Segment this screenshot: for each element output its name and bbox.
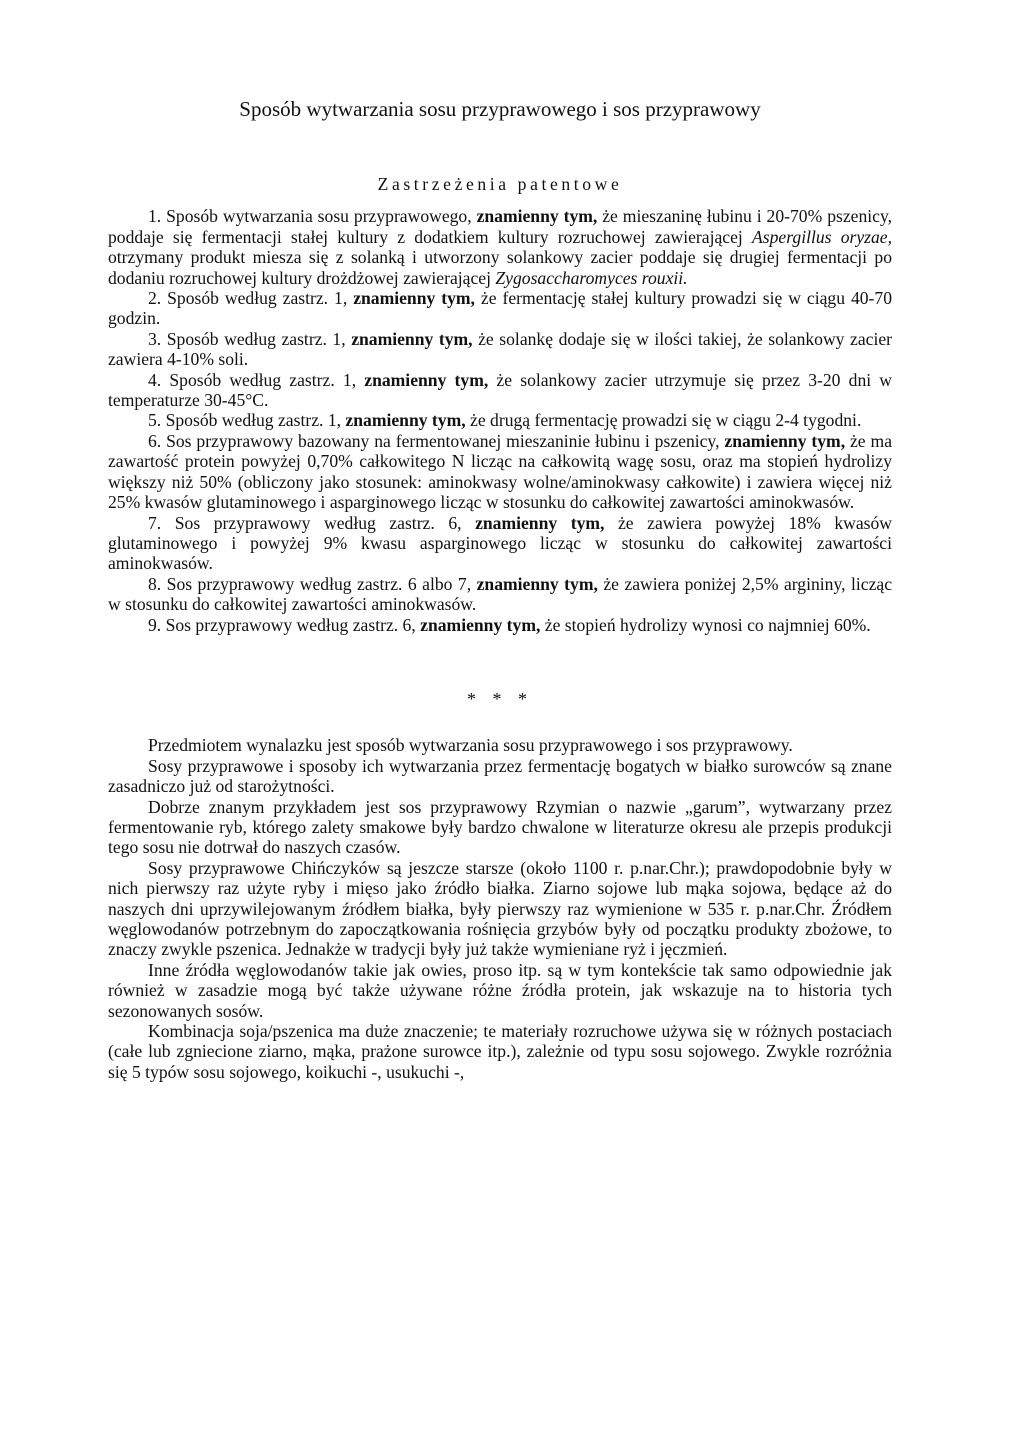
claim-8: 8. Sos przyprawowy według zastrz. 6 albo 7, znamienny tym, że zawiera poniżej 2,5% argininy, licząc w stosunku do całkowitej zawartości aminokwasów.	[108, 573, 893, 615]
claim-9: 9. Sos przyprawowy według zastrz. 6, znamienny tym, że stopień hydrolizy wynosi co najmniej 60%.	[148, 614, 871, 635]
description-paragraph: Sosy przyprawowe Chińczyków są jeszcze starsze (około 1100 r. p.nar.Chr.); prawdopodobnie były w nich pierwszy raz użyte ryby i mięso jako źródło białka. Ziarno sojowe lub mąka sojowa, będące aż do naszych dni uprzywilejowanym źródłem białka, były pierwszy raz wymienione w 535 r. p.nar.Chr. Źródłem węglowodanów potrzebnym do zapoczątkowania rośnięcia grzybów były od początku produkty zbożowe, to znaczy zwykle pszenica. Jednakże w tradycji były już także wymieniane ryż i jęczmień.	[108, 857, 892, 960]
claim-3: 3. Sposób według zastrz. 1, znamienny tym, że solankę dodaje się w ilości takiej, że solankowy zacier zawiera 4-10% soli.	[108, 328, 893, 370]
claim-2: 2. Sposób według zastrz. 1, znamienny tym, że fermentację stałej kultury prowadzi się w ciągu 40-70 godzin.	[108, 288, 892, 329]
section-separator: * * *	[467, 688, 533, 709]
claim-4: 4. Sposób według zastrz. 1, znamienny tym, że solankowy zacier utrzymuje się przez 3-20 dni w temperaturze 30-45°C.	[108, 369, 893, 411]
claim-7: 7. Sos przyprawowy według zastrz. 6, znamienny tym, że zawiera powyżej 18% kwasów glutaminowego i powyżej 9% kwasu asparginowego licząc w stosunku do całkowitej zawartości aminokwasów.	[108, 512, 893, 574]
document-title: Sposób wytwarzania sosu przyprawowego i sos przyprawowy	[239, 97, 761, 121]
description-body	[108, 735, 892, 1082]
claims-heading: Zastrzeżenia patentowe	[377, 174, 623, 194]
claim-6: 6. Sos przyprawowy bazowany na fermentowanej mieszaninie łubinu i pszenicy, znamienny tym, że ma zawartość protein powyżej 0,70% całkowitego N licząc na całkowitą wagę sosu, oraz ma stopień hydrolizy większy niż 50% (obliczony jako stosunek: aminokwasy wolne/aminokwasy całkowite) i zawiera więcej niż 25% kwasów glutaminowego i asparginowego licząc w stosunku do całkowitej zawartości aminokwasów.	[108, 430, 893, 513]
description-paragraph: Sosy przyprawowe i sposoby ich wytwarzania przez fermentację bogatych w białko surowców są znane zasadniczo już od starożytności.	[108, 755, 892, 797]
description-paragraph: Dobrze znanym przykładem jest sos przyprawowy Rzymian o nazwie „garum”, wytwarzany przez fermentowanie ryb, którego zalety smakowe były bardzo chwalone w literaturze okresu ale przepis produkcji tego sosu nie dotrwał do naszych czasów.	[108, 796, 892, 858]
description-paragraph: Kombinacja soja/pszenica ma duże znaczenie; te materiały rozruchowe używa się w różnych postaciach (całe lub zgniecione ziarno, mąka, prażone surowce itp.), zależnie od typu sosu sojowego. Zwykle rozróżnia się 5 typów sosu sojowego, koikuchi -, usukuchi -,	[108, 1021, 892, 1082]
claim-1: 1. Sposób wytwarzania sosu przyprawowego, znamienny tym, że mieszaninę łubinu i 20-70% pszenicy, poddaje się fermentacji stałej kultury z dodatkiem kultury rozruchowej zawierającej Aspergillus oryzae, otrzymany produkt miesza się z solanką i utworzony solankowy zacier poddaje się drugiej fermentacji po dodaniu rozruchowej kultury drożdżowej zawierającej Zygosaccharomyces rouxii.	[108, 206, 892, 288]
description-paragraph: Inne źródła węglowodanów takie jak owies, proso itp. są w tym kontekście tak samo odpowiednie jak również w zasadzie mogą być także używane różne źródła protein, jak wskazuje na to historia tych sezonowanych sosów.	[108, 959, 892, 1021]
document-page	[108, 96, 892, 1082]
description-paragraph: Przedmiotem wynalazku jest sposób wytwarzania sosu przyprawowego i sos przyprawowy.	[148, 735, 793, 756]
claims-list	[108, 206, 892, 635]
claim-5: 5. Sposób według zastrz. 1, znamienny tym, że drugą fermentację prowadzi się w ciągu 2-4 tygodni.	[148, 410, 862, 431]
